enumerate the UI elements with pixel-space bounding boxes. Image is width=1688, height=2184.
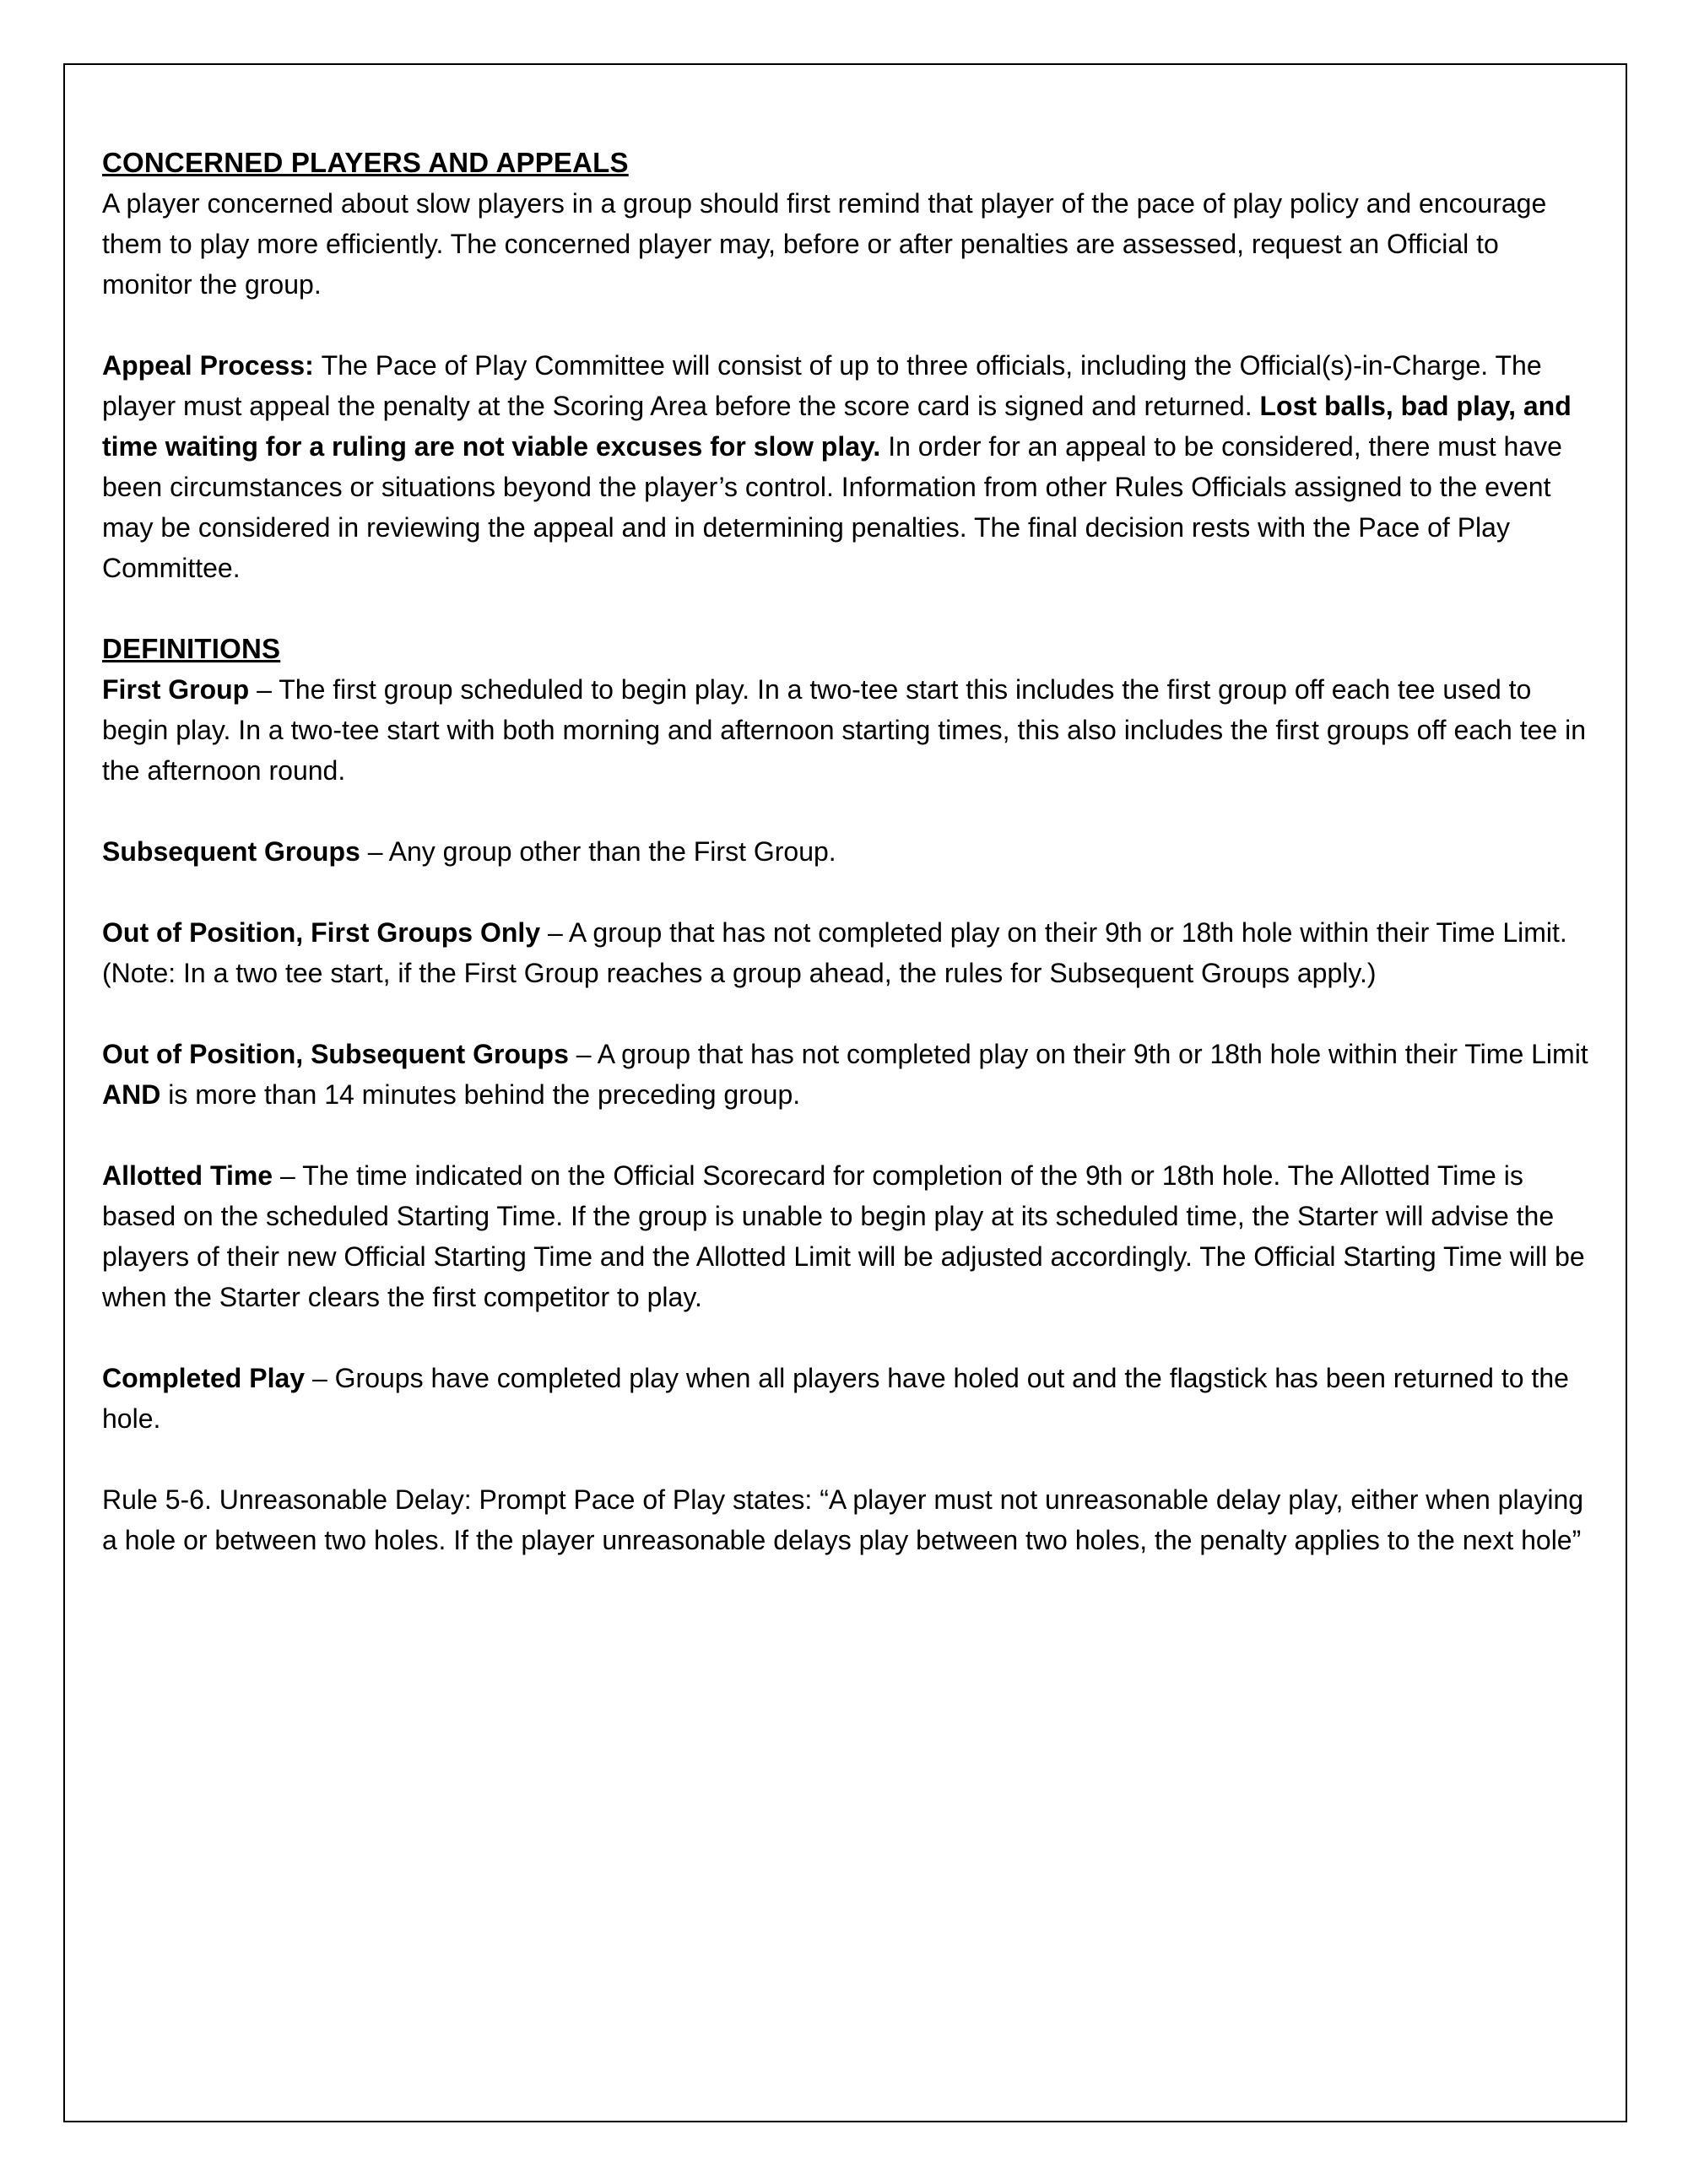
paragraph [102,1034,1590,1115]
body-text-run: – Any group other than the First Group. [360,836,836,867]
section-heading: DEFINITIONS [102,633,281,664]
bold-text-run: AND [102,1079,161,1110]
body-text-run: Rule 5-6. Unreasonable Delay: Prompt Pace of Play states: “A player must not unreasonable delay play, either when playing a hole or between two holes. If the player unreasonable delays play between two holes, the penalty applies to the next hole” [102,1484,1584,1555]
body-text-run: The Pace of Play Committee will consist of up to three officials, including the Official(s)-in-Charge. The player must appeal the penalty at the Scoring Area before the score card is signed and returned. [102,350,1542,421]
paragraph [102,831,1590,872]
body-text-run: – Groups have completed play when all players have holed out and the flagstick has been returned to the hole. [102,1363,1569,1434]
section-heading: CONCERNED PLAYERS AND APPEALS [102,147,629,178]
body-text-run: – A group that has not completed play on their 9th or 18th hole within their Time Limit. (Note: In a two tee start, if the First Group reaches a group ahead, the rules for Subsequent Groups apply.) [102,917,1567,988]
bold-text-run: Completed Play [102,1363,306,1393]
paragraph [102,1155,1590,1317]
bold-text-run: First Group [102,674,250,705]
bold-text-run: Appeal Process: [102,350,322,381]
body-text-run: is more than 14 minutes behind the preceding group. [160,1079,801,1110]
body-text-run: – A group that has not completed play on their 9th or 18th hole within their Time Limit [568,1039,1588,1069]
body-text-run: – The time indicated on the Official Scorecard for completion of the 9th or 18th hole. The Allotted Time is based on the scheduled Starting Time. If the group is unable to begin play at its scheduled time, the Starter will advise the players of their new Official Starting Time and the Allotted Limit will be adjusted accordingly. The Official Starting Time will be when the Starter clears the first competitor to play. [102,1160,1585,1312]
paragraph [102,345,1590,588]
body-text-run: – The first group scheduled to begin play. In a two-tee start this includes the first group off each tee used to begin play. In a two-tee start with both morning and afternoon starting times, this also includes the first groups off each tee in the afternoon round. [102,674,1587,786]
page-border [63,63,1627,2122]
paragraph [102,1479,1590,1560]
paragraph [102,912,1590,993]
bold-text-run: Lost balls, bad play, and time waiting for a ruling are not viable excuses for slow play. [102,391,1572,462]
body-text-run: A player concerned about slow players in a group should first remind that player of the pace of play policy and encourage them to play more efficiently. The concerned player may, before or after penalties are assessed, request an Official to monitor the group. [102,188,1547,300]
bold-text-run: Out of Position, Subsequent Groups [102,1039,569,1069]
body-text-run: In order for an appeal to be considered, there must have been circumstances or situations beyond the player’s control. Information from other Rules Officials assigned to the event may be considered in reviewing the appeal and in determining penalties. The final decision rests with the Pace of Play Committee. [102,431,1562,583]
paragraph [102,669,1590,791]
bold-text-run: Allotted Time [102,1160,273,1191]
bold-text-run: Subsequent Groups [102,836,360,867]
paragraph [102,183,1590,305]
bold-text-run: Out of Position, First Groups Only [102,917,541,948]
paragraph [102,1358,1590,1439]
document-content [65,65,1626,1560]
